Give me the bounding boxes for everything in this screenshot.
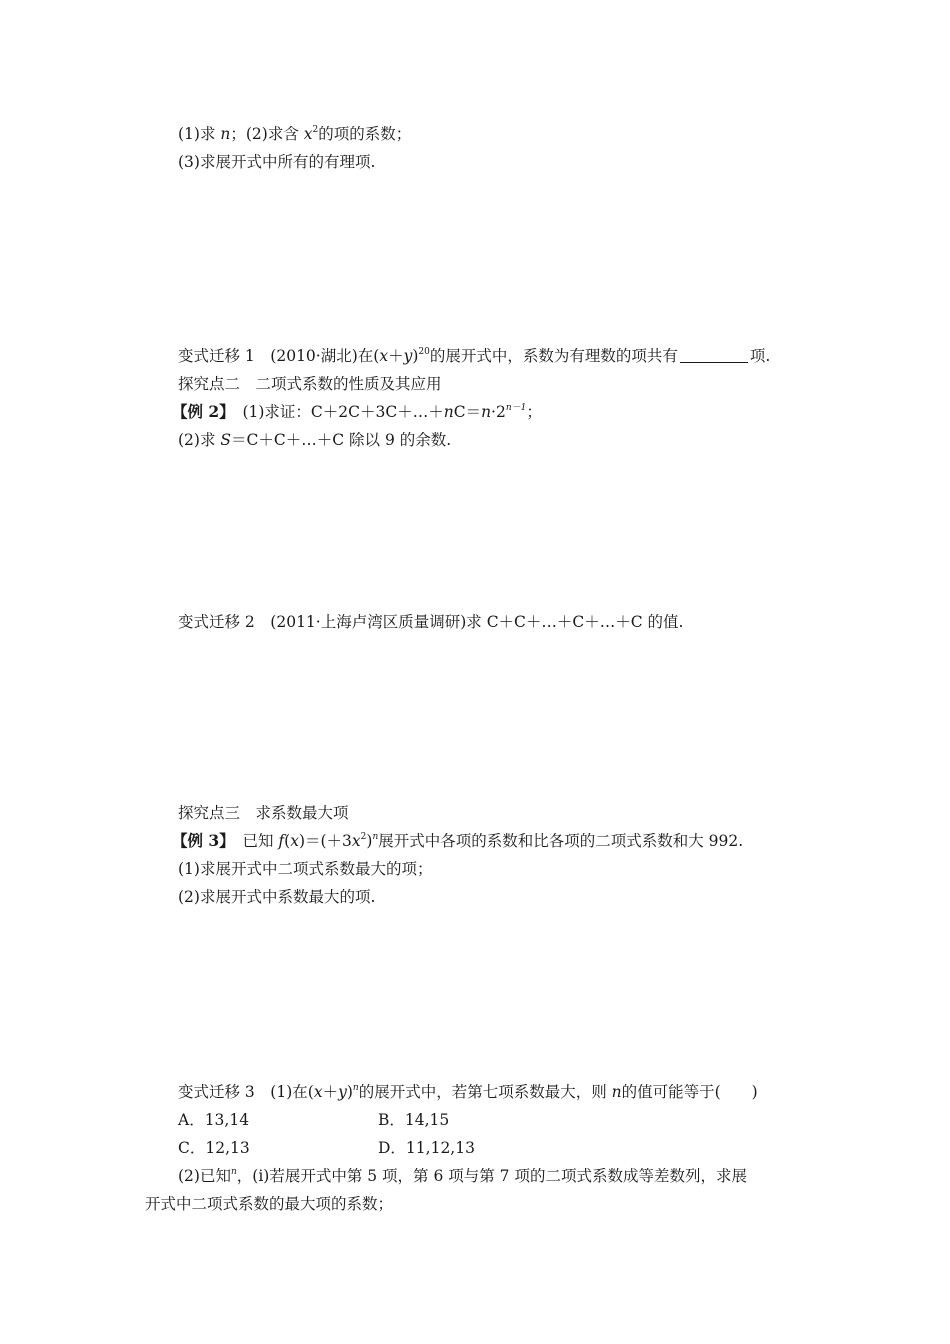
variant-exercise-3-part-2: (2)已知$^n$，(ⅰ)若展开式中第 5 项，第 6 项与第 7 项的二项式系数成等差数列，求展 (178, 1167, 747, 1185)
option-d: D．11,12,13 (378, 1139, 475, 1157)
section-heading-3: 探究点三 求系数最大项 (178, 804, 349, 822)
example-2-part-2: (2)求 S＝C＋C＋…＋C 除以 9 的余数. (178, 431, 452, 449)
variant-exercise-1: 变式迁移 1 (2010·湖北)在$(x+y)^{20}$的展开式中，系数为有理数的项共有 项. (178, 347, 771, 365)
option-c: C．12,13 (178, 1139, 250, 1157)
question-part-3: (3)求展开式中所有的有理项. (178, 153, 376, 171)
answer-blank (680, 348, 748, 363)
option-b: B．14,15 (378, 1111, 450, 1129)
variant-exercise-3-part-2-continued: 开式中二项式系数的最大项的系数； (145, 1195, 394, 1213)
section-heading-2: 探究点二 二项式系数的性质及其应用 (178, 375, 442, 393)
example-2-part-1: 【例 2】 (1)求证：$C+2C+3C+\dots+nC=n\cdot 2^{n-1}$； (172, 402, 542, 421)
variant-exercise-2: 变式迁移 2 (2011·上海卢湾区质量调研)求 C＋C＋…＋C＋…＋C 的值. (178, 613, 684, 631)
example-3-part-2: (2)求展开式中系数最大的项. (178, 888, 376, 906)
option-a: A．13,14 (178, 1111, 250, 1129)
variant-exercise-3: 变式迁移 3 (1)在$(x+y)^n$的展开式中，若第七项系数最大，则 n的值可能等于( ) (178, 1083, 758, 1101)
question-part-1-2: (1)求 n；(2)求含 $x^2$的项的系数； (178, 125, 412, 143)
example-3-stem: 【例 3】 已知 $f(x)=(+3x^2)^n$展开式中各项的系数和比各项的二项式系数和大 992. (172, 831, 744, 850)
example-3-part-1: (1)求展开式中二项式系数最大的项； (178, 860, 433, 878)
